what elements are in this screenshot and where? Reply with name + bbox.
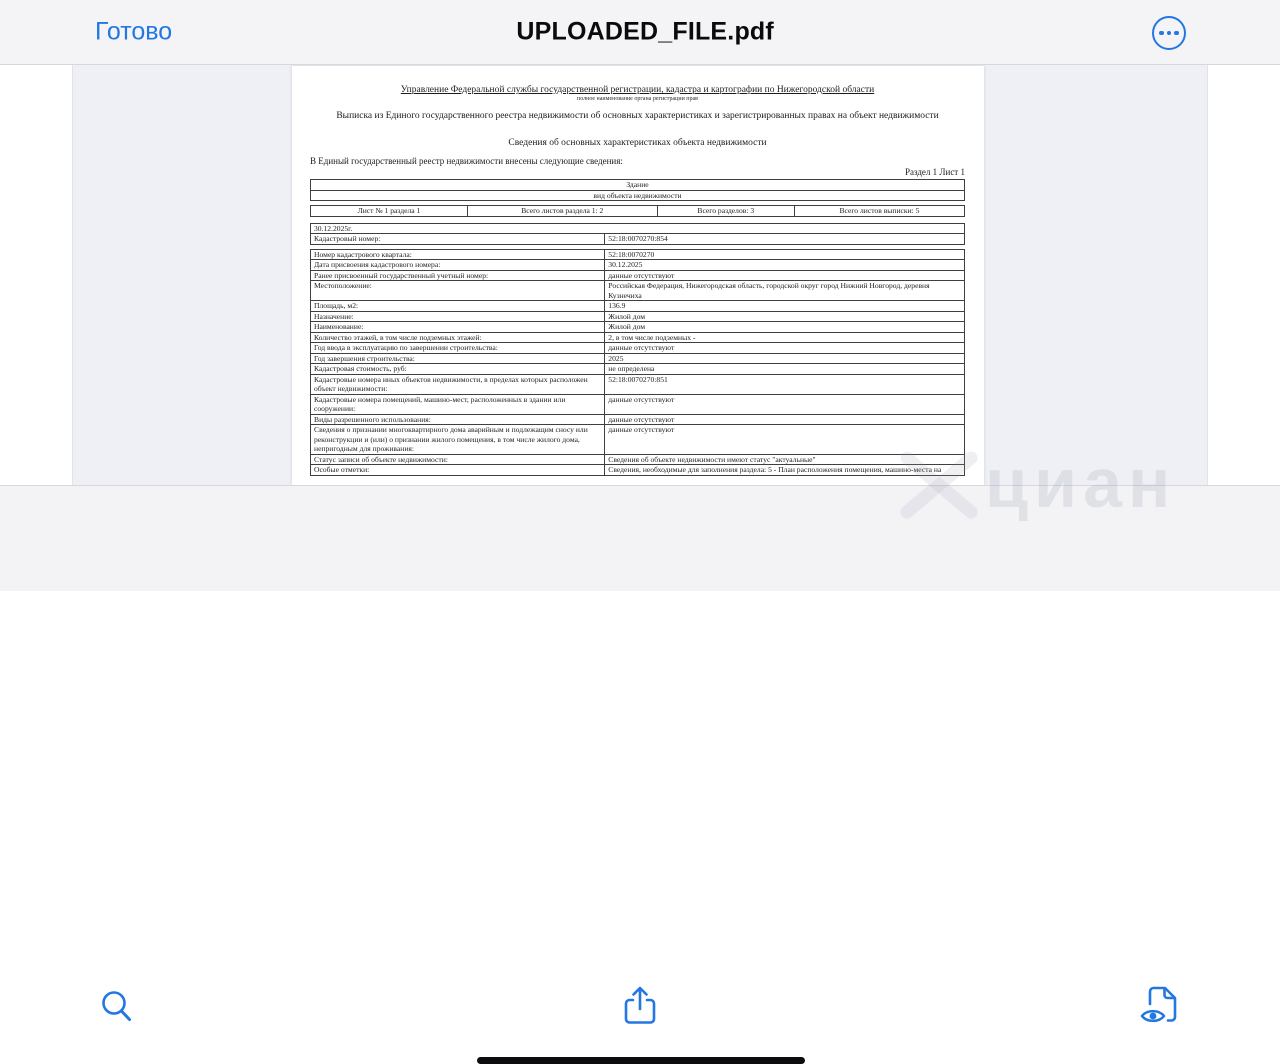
doc-authority-line: [310, 85, 965, 96]
table-row: [311, 454, 965, 465]
table-row: [311, 311, 965, 322]
home-indicator[interactable]: [477, 1057, 805, 1064]
bottom-toolbar: [0, 485, 1280, 591]
sheet-info-cell: Всего листов выписки: 5: [794, 206, 964, 217]
share-icon: [620, 984, 660, 1028]
row-label: Кадастровые номера помещений, машино-мест, расположенных в здании или сооружении:: [311, 394, 605, 414]
object-type-table: [310, 179, 965, 201]
doc-section-title: Сведения об основных характеристиках объекта недвижимости: [508, 138, 767, 148]
row-value: 2, в том числе подземных -: [605, 332, 965, 343]
pdf-page-content: [292, 66, 984, 476]
watermark-text: циан: [985, 444, 1177, 522]
sheet-info-cell: Всего листов раздела 1: 2: [467, 206, 657, 217]
row-label: Назначение:: [311, 311, 605, 322]
row-label: Площадь, м2:: [311, 301, 605, 312]
table-row: [311, 374, 965, 394]
page-title: UPLOADED_FILE.pdf: [516, 17, 774, 46]
row-value: Сведения об объекте недвижимости имеют статус "актуальные": [605, 454, 965, 465]
row-label: Кадастровые номера иных объектов недвижимости, в пределах которых расположен объект недвижимости:: [311, 374, 605, 394]
sheet-info-cell: Всего разделов: 3: [657, 206, 794, 217]
row-value: Жилой дом: [605, 311, 965, 322]
table-row: [311, 260, 965, 271]
row-value: не определена: [605, 364, 965, 375]
row-label: Кадастровая стоимость, руб:: [311, 364, 605, 375]
doc-authority-text: Управление Федеральной службы государственной регистрации, кадастра и картографии по Нижегородской области: [400, 85, 875, 95]
table-row: [311, 249, 965, 260]
row-value: данные отсутствуют: [605, 394, 965, 414]
row-value: Российская Федерация, Нижегородская область, городской округ город Нижний Новгород, деревня Кузнечиха: [605, 281, 965, 301]
table-row: [311, 465, 965, 476]
table-row: [311, 281, 965, 301]
row-label: Номер кадастрового квартала:: [311, 249, 605, 260]
characteristics-table-body: [311, 249, 965, 475]
table-row: [311, 322, 965, 333]
row-value: данные отсутствуют: [605, 270, 965, 281]
row-value: 2025: [605, 353, 965, 364]
table-row: [311, 364, 965, 375]
table-row: [311, 234, 965, 245]
date-cadastral-table: [310, 223, 965, 245]
row-value: данные отсутствуют: [605, 414, 965, 425]
row-value: Жилой дом: [605, 322, 965, 333]
row-value: 52:18:0070270:851: [605, 374, 965, 394]
table-row: [311, 332, 965, 343]
row-value: 52:18:0070270: [605, 249, 965, 260]
search-button[interactable]: [98, 988, 136, 1031]
preview-document-button[interactable]: [1138, 983, 1184, 1036]
row-label: Виды разрешенного использования:: [311, 414, 605, 425]
row-value: 136.9: [605, 301, 965, 312]
ellipsis-icon: [1174, 31, 1179, 36]
search-icon: [98, 988, 136, 1026]
row-label: Местоположение:: [311, 281, 605, 301]
table-row: [311, 394, 965, 414]
table-row: [311, 301, 965, 312]
row-label: Дата присвоения кадастрового номера:: [311, 260, 605, 271]
doc-section-label: Раздел 1 Лист 1: [904, 167, 965, 177]
row-label: Статус записи об объекте недвижимости:: [311, 454, 605, 465]
object-type-caption: вид объекта недвижимости: [311, 190, 965, 201]
done-button[interactable]: Готово: [95, 17, 173, 46]
top-bar: [0, 0, 1280, 65]
row-value: 30.12.2025: [605, 260, 965, 271]
extract-date: 30.12.2025г.: [311, 223, 965, 234]
sheet-info-cell: Лист № 1 раздела 1: [311, 206, 468, 217]
table-row: [311, 180, 965, 191]
row-label: Год завершения строительства:: [311, 353, 605, 364]
document-eye-icon: [1138, 983, 1184, 1031]
table-row: [311, 223, 965, 234]
sheet-info-table: [310, 205, 965, 217]
table-row: [311, 270, 965, 281]
row-label: Количество этажей, в том числе подземных этажей:: [311, 332, 605, 343]
row-label: Особые отметки:: [311, 465, 605, 476]
share-button[interactable]: [620, 984, 660, 1033]
table-row: [311, 353, 965, 364]
ellipsis-icon: [1159, 31, 1164, 36]
row-label: Кадастровый номер:: [311, 234, 605, 245]
table-row: [311, 343, 965, 354]
row-value: данные отсутствуют: [605, 425, 965, 455]
table-row: [311, 425, 965, 455]
row-label: Ранее присвоенный государственный учетный номер:: [311, 270, 605, 281]
row-value: 52:18:0070270:854: [605, 234, 965, 245]
object-type-value: Здание: [311, 180, 965, 191]
row-label: Наименование:: [311, 322, 605, 333]
row-value: данные отсутствуют: [605, 343, 965, 354]
row-value: Сведения, необходимые для заполнения раздела: 5 - План расположения помещения, машино-места на: [605, 465, 965, 476]
pdf-page[interactable]: [292, 66, 984, 485]
row-label: Сведения о признании многоквартирного дома аварийным и подлежащим сносу или реконструкции и (или) о признании жилого помещения, в том числе жилого дома, непригодным для проживания:: [311, 425, 605, 455]
table-row: [311, 206, 965, 217]
ellipsis-icon: [1167, 31, 1172, 36]
characteristics-table: [310, 249, 965, 476]
table-row: [311, 414, 965, 425]
row-label: Год ввода в эксплуатацию по завершении строительства:: [311, 343, 605, 354]
doc-intro-line: В Единый государственный реестр недвижимости внесены следующие сведения:: [310, 156, 623, 166]
more-options-button[interactable]: [1152, 16, 1186, 50]
table-row: [311, 190, 965, 201]
doc-subtitle: Выписка из Единого государственного реестра недвижимости об основных характеристиках и зарегистрированных правах на объект недвижимости: [336, 111, 939, 121]
doc-authority-caption: полное наименование органа регистрации прав: [576, 96, 699, 102]
